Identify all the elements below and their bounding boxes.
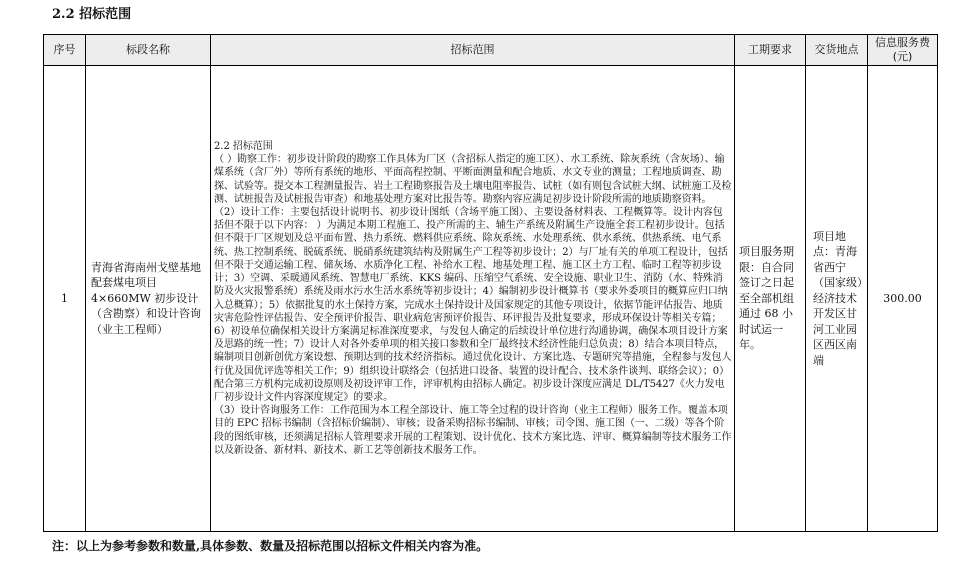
cell-serial: 1 [44, 66, 86, 532]
scope-survey-paragraph: （ ）勘察工作：初步设计阶段的勘察工作具体为厂区（含招标人指定的施工区）、水工系统、除灰系统（含灰场）、输煤系统（含厂外）等所有系统的地形、平面高程控制、平断面测量和配合地质、水文专业的测量；工程地质调查、勘探、试验等。提交本工程测量报告、岩土工程勘察报告及土壤电阻率报告、试桩（如有则包含试桩大纲、试桩施工及检测、试桩报告及试桩报告审查）和地基处理方案对比报告等。勘察内容应满足初步设计阶段所需的地质勘察资料。 [214, 154, 732, 205]
header-fee: 信息服务费(元) [868, 35, 938, 66]
cell-delivery: 项目地点：青海省西宁（国家级）经济技术开发区甘河工业园区西区南端 [806, 66, 868, 532]
header-scope: 招标范围 [211, 35, 735, 66]
cell-scope [211, 66, 735, 532]
cell-period: 项目服务期限：自合同签订之日起至全部机组通过 68 小时试运一年。 [735, 66, 806, 532]
header-delivery: 交货地点 [806, 35, 868, 66]
cell-lot-name: 青海省海南州戈壁基地配套煤电项目 4×660MW 初步设计（含勘察）和设计咨询（业主工程师） [86, 66, 211, 532]
section-title: 2.2 招标范围 [52, 7, 132, 22]
bid-scope-table [43, 34, 938, 532]
scope-consulting-paragraph: （3）设计咨询服务工作：工作范围为本工程全部设计、施工等全过程的设计咨询（业主工程师）服务工作。覆盖本项目的 EPC 招标书编制（含招标价编制）、审核；设备采购招标书编制、审核；司令图、施工图（一、二级）等各个阶段的图纸审核，还须满足招标人管理要求开展的工程策划、设计优化、技术方案比选、评审、概算编制等技术服务工作以及新设备、新材料、新技术、新工艺等创新技术服务工作。 [214, 405, 732, 456]
header-lot-name: 标段名称 [86, 35, 211, 66]
header-period: 工期要求 [735, 35, 806, 66]
table-row [44, 66, 938, 532]
header-serial: 序号 [44, 35, 86, 66]
scope-heading: 2.2 招标范围 [214, 141, 273, 153]
footnote: 注：以上为参考参数和数量,具体参数、数量及招标范围以招标文件相关内容为准。 [52, 539, 489, 553]
scope-design-paragraph: （2）设计工作：主要包括设计说明书、初步设计图纸（含场平施工图）、主要设备材料表、工程概算等。设计内容包括但不限于以下内容： ）为满足本期工程施工、投产所需的主、辅生产系统及附属生产设施全套工程初步设计。包括但不限于厂区规划及总平面布置、热力系统、燃料供应系统、除灰系统、水处理系统、供水系统、供热系统、电气系统、热工控制系统、脱硫系统、脱硝系统建筑结构及附属生产工程等初步设计；2）与厂址有关的单项工程设计，包括但不限于交通运输工程、储灰场、水质净化工程、补给水工程、地基处理工程、施工区土方工程、临时工程等初步设计；3）空调、采暖通风系统、智慧电厂系统、KKS 编码、压缩空气系统、安全设施、职业卫生、消防（水、特殊消防及火灾报警系统）系统及雨水污水生活水系统等初步设计；4）编制初步设计概算书（要求外委项目的概算应归口纳入总概算）；5）依据批复的水土保持方案，完成水土保持设计及国家规定的其他专项设计，依据节能评估报告、地质灾害危险性评估报告、安全预评价报告、职业病危害预评价报告、环评报告及批复要求，形成环保设计等相关专篇；6）初设单位确保相关设计方案满足标准深度要求，与发包人确定的后续设计单位进行沟通协调，确保本项目设计方案及思路的统一性；7）设计人对各外委单项的相关接口参数和全厂最终技术经济性能归总负责；8）结合本项目特点，编制项目创新创优方案设想、预期达到的技术经济指标。通过优化设计、方案比选、专题研究等措施，全程参与发包人行优及国优评选等相关工作；9）组织设计联络会（包括进口设备、装置的设计配合、技术条件谈判、联络会议）；0）配合第三方机构完成初设原则及初设评审工作，评审机构由招标人确定。初步设计深度应满足 DL/T5427《火力发电厂初步设计文件内容深度规定》的要求。 [214, 207, 732, 403]
table-header-row [44, 35, 938, 66]
cell-fee: 300.00 [868, 66, 938, 532]
